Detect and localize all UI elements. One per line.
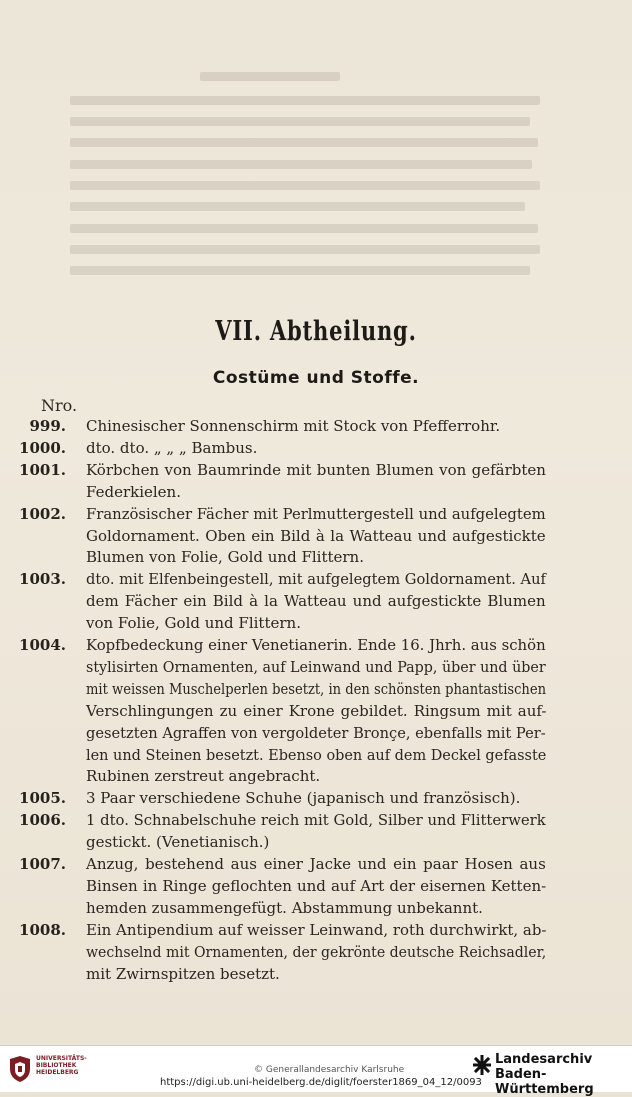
- entry-text-line: Französischer Fächer mit Perlmuttergestell und aufgelegtem: [86, 504, 546, 523]
- entry-text-line: Anzug, bestehend aus einer Jacke und ein paar Hosen aus: [86, 855, 546, 873]
- entry-text-line: mit weissen Muschelperlen besetzt, in den schönsten phantastischen: [86, 679, 547, 698]
- entry-number: 1000.: [19, 438, 66, 457]
- entry-text-line: hemden zusammengefügt. Abstammung unbekannt.: [86, 898, 483, 917]
- entry-text-line: gestickt. (Venetianisch.): [86, 833, 270, 852]
- entry-text-line: Federkielen.: [86, 482, 181, 501]
- heidelberg-library-label: UNIVERSITÄTS- BIBLIOTHEK HEIDELBERG: [36, 1055, 87, 1076]
- entry-text-line: gesetzten Agraffen von vergoldeter Bronçe, ebenfalls mit Per-: [86, 723, 546, 742]
- entry-text-line: Blumen von Folie, Gold und Flittern.: [86, 548, 364, 567]
- bleed-through-text: [0, 0, 632, 300]
- heidelberg-logo-icon: [8, 1055, 32, 1083]
- entry-text-line: wechselnd mit Ornamenten, der gekrönte deutsche Reichsadler,: [86, 942, 547, 961]
- entry-number: 1008.: [19, 920, 66, 939]
- copyright-notice: © Generallandesarchiv Karlsruhe: [254, 1065, 405, 1075]
- entry-text-line: dto. dto. „ „ „ Bambus.: [86, 438, 258, 457]
- entry-number: 999.: [29, 417, 66, 435]
- entry-text-line: Verschlingungen zu einer Krone gebildet. Ringsum mit auf-: [86, 701, 547, 720]
- entry-text-line: Rubinen zerstreut angebracht.: [86, 767, 321, 786]
- entry-number: 1007.: [19, 855, 66, 873]
- entry-text-line: Chinesischer Sonnenschirm mit Stock von Pfefferrohr.: [86, 417, 501, 435]
- entry-text-line: 1 dto. Schnabelschuhe reich mit Gold, Silber und Flitterwerk: [86, 811, 546, 830]
- entry-number: 1004.: [19, 636, 66, 654]
- section-number: VII. Abtheilung.: [215, 316, 417, 347]
- entry-text-line: dem Fächer ein Bild à la Watteau und aufgestickte Blumen: [86, 592, 546, 611]
- nro-label: Nro.: [41, 396, 78, 415]
- entry-text-line: Binsen in Ringe geflochten und auf Art der eisernen Ketten-: [86, 876, 547, 895]
- entry-text-line: Ein Antipendium auf weisser Leinwand, roth durchwirkt, ab-: [86, 920, 547, 939]
- entry-text-line: len und Steinen besetzt. Ebenso oben auf dem Deckel gefasste: [86, 745, 547, 764]
- entry-number: 1002.: [19, 504, 66, 523]
- landesarchiv-label: Landesarchiv Baden-Württemberg: [495, 1052, 594, 1097]
- entry-text-line: dto. mit Elfenbeingestell, mit aufgelegtem Goldornament. Auf: [86, 570, 546, 589]
- entry-text-line: Goldornament. Oben ein Bild à la Watteau und aufgestickte: [86, 526, 546, 545]
- entry-number: 1005.: [19, 789, 66, 808]
- entry-text-line: 3 Paar verschiedene Schuhe (japanisch und französisch).: [86, 789, 521, 808]
- entry-number: 1006.: [19, 811, 66, 830]
- entry-number: 1003.: [19, 570, 66, 589]
- entry-number: 1001.: [19, 460, 66, 479]
- entry-text-line: stylisirten Ornamenten, auf Leinwand und Papp, über und über: [86, 657, 546, 676]
- entry-text-line: mit Zwirnspitzen besetzt.: [86, 964, 280, 983]
- section-title: Costüme und Stoffe.: [212, 368, 420, 388]
- entry-text-line: von Folie, Gold und Flittern.: [86, 614, 301, 633]
- entry-text-line: Körbchen von Baumrinde mit bunten Blumen von gefärbten: [86, 460, 546, 479]
- landesarchiv-star-icon: [473, 1054, 491, 1076]
- entry-text-line: Kopfbedeckung einer Venetianerin. Ende 16. Jhrh. aus schön: [86, 636, 546, 654]
- permalink[interactable]: https://digi.ub.uni-heidelberg.de/diglit/foerster1869_04_12/0093: [160, 1077, 482, 1088]
